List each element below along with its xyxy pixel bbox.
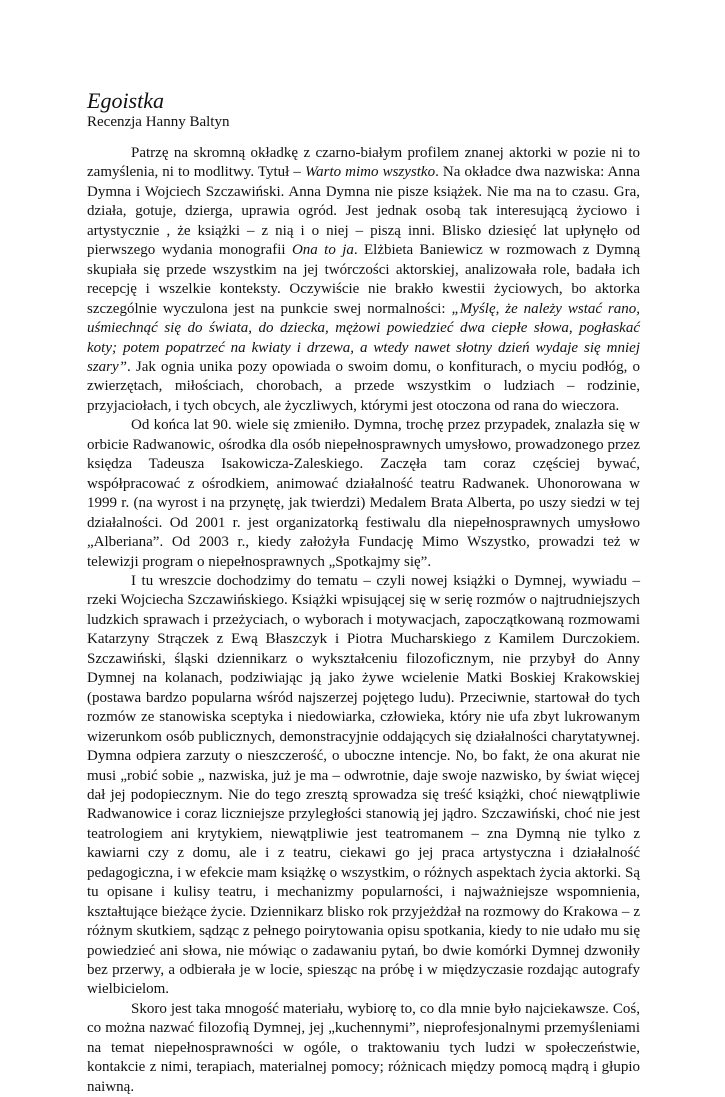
text-segment: . Jak ognia unika pozy opowiada o swoim domu, o konfiturach, o myciu podłóg, o zwierzętach, miłościach, chorobach, a przede wszystkim o ludziach – rodzinie, przyjaciołach, i tych obcych, ale życzliwych, którymi jest otoczona od rana do wieczora.: [87, 358, 640, 414]
book-title-italic: Ona to ja: [291, 242, 354, 259]
paragraph: [87, 144, 640, 416]
paragraph: [87, 1000, 640, 1097]
review-byline: Recenzja Hanny Baltyn: [87, 114, 230, 130]
text-segment: Skoro jest taka mnogość materiału, wybiorę to, co dla mnie było najciekawsze. Coś, co można nazwać filozofią Dymnej, jej „kuchennymi”, nieprofesjonalnymi przemyśleniami na temat niepełnosprawności w ogóle, o traktowaniu tych ludzi w społeczeństwie, kontakcie z nimi, terapiach, materialnej pomocy; różnicach między pomocą mądrą i głupio naiwną.: [87, 1000, 640, 1095]
text-segment: I tu wreszcie dochodzimy do tematu – czyli nowej książki o Dymnej, wywiadu –rzeki Wojciecha Szczawińskiego. Książki wpisującej się w serię rozmów o najtrudniejszych ludzkich sprawach i przeżyciach, o wyborach i motywacjach, zapoczątkowaną rozmowami Katarzyny Strączek z Ewą Błaszczyk i Piotra Mucharskiego z Kamilem Durczokiem. Szczawiński, śląski dziennikarz o wykształceniu filozoficznym, nie przybył do Anny Dymnej na kolanach, podziwiając ją jako żywe wcielenie Matki Boskiej Krakowskiej (postawa bardzo popularna wśród najszerzej pojętego ludu). Przeciwnie, startował do tych rozmów ze stanowiska sceptyka i niedowiarka, człowieka, który nie ufa zbyt lukrowanym wizerunkom osób publicznych, demonstracyjnie oddających się działalności charytatywnej. Dymna odpiera zarzuty o nieszczerość, o uboczne intencje. No, bo fakt, że ona akurat nie musi „robić sobie „ nazwiska, już je ma – odwrotnie, daje swoje nazwisko, by świat więcej dał jej podopiecznym. Nie do tego zresztą sprowadza się treść książki, choć niewątpliwie Radwanowice i coraz liczniejsze przyległości stanowią jej jądro. Szczawiński, choć nie jest teatrologiem ani krytykiem, niewątpliwie jest teatromanem – zna Dymną nie tylko z kawiarni czy z domu, ale i z teatru, ciekawi go jej praca artystyczna i działalność pedagogiczna, i w efekcie mam książkę o wszystkim, o różnych aspektach życia aktorki. Są tu opisane i kulisy teatru, i mechanizmy popularności, i najważniejsze wspomnienia, kształtujące bieżące życie. Dziennikarz blisko rok przyjeżdżał na rozmowy do Krakowa – z różnym skutkiem, sądząc z pełnego poirytowania opisu spotkania, kiedy to nie udało mu się powiedzieć ani słowa, nie mówiąc o zadawaniu pytań, bo dwie komórki Dymnej dzwoniły bez przerwy, a odbierała je w locie, spiesząc na próbę i w międzyczasie rozdając autografy wielbicielom.: [87, 572, 640, 998]
article-body: [87, 144, 640, 1097]
paragraph: [87, 572, 640, 1000]
paragraph: [87, 416, 640, 572]
book-title-italic: Warto mimo wszystko: [304, 164, 436, 181]
text-segment: Od końca lat 90. wiele się zmieniło. Dymna, trochę przez przypadek, znalazła się w orbicie Radwanowic, ośrodka dla osób niepełnosprawnych umysłowo, prowadzonego przez księdza Tadeusza Isakowicza-Zaleskiego. Zaczęła tam coraz częściej bywać, współpracować z ośrodkiem, animować działalność teatru Radwanek. Uhonorowana w 1999 r. (na wyrost i na przynętę, jak twierdzi) Medalem Brata Alberta, po uszy siedzi w tej działalności. Od 2001 r. jest organizatorką festiwalu dla niepełnosprawnych umysłowo „Alberiana”. Od 2003 r., kiedy założyła Fundację Mimo Wszystko, prowadzi też w telewizji program o niepełnosprawnych „Spotkajmy się”.: [87, 417, 640, 570]
text-segment: Patrzę na skromną okładkę z czarno-białym profilem znanej aktorki w pozie ni to zamyślenia, ni to modlitwy. Tytuł –: [87, 145, 640, 181]
text-segment: . Elżbieta Baniewicz w rozmowach z Dymną skupiała się przede wszystkim na jej twórczości aktorskiej, analizowała role, badała ich recepcję i wszelkie konteksty. Oczywiście nie brakło kwestii życiowych, bo aktorka szczególnie wyczulona jest na punkcie swej normalności:: [87, 242, 640, 317]
quote-italic: „Myślę, że należy wstać rano, uśmiechnąć się do świata, do dziecka, mężowi powiedzieć dwa ciepłe słowa, pogłaskać koty; potem popatrzeć na kwiaty i drzewa, a wtedy nawet słotny dzień wydaje się mniej szary”: [87, 300, 640, 375]
document-title: Egoistka: [87, 88, 164, 113]
text-segment: . Na okładce dwa nazwiska: Anna Dymna i Wojciech Szczawiński. Anna Dymna nie pisze książek. Nie ma na to czasu. Gra, działa, gotuje, dzierga, uprawia ogród. Jest jednak osobą tak interesującą życiowo i artystycznie , że książki – z nią i o niej – piszą inni. Blisko dziesięć lat upłynęło od pierwszego wydania monografii: [87, 164, 641, 259]
